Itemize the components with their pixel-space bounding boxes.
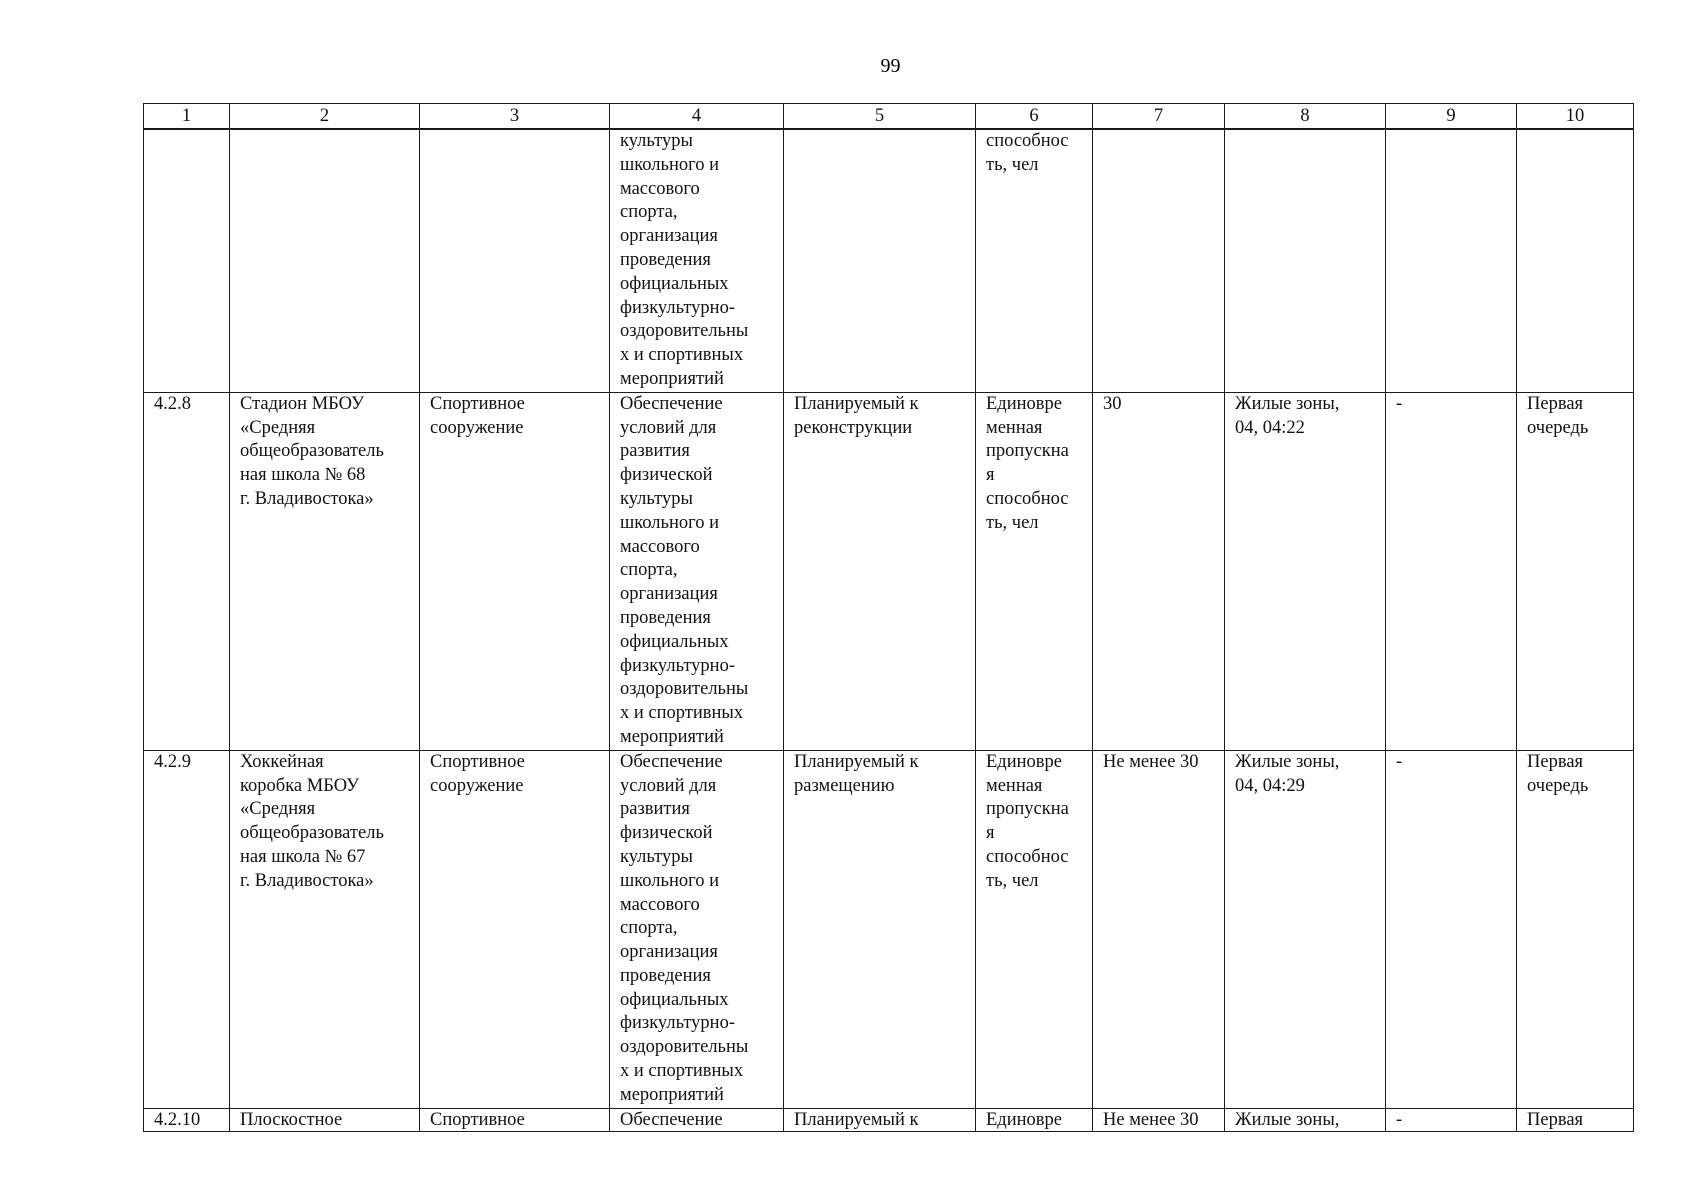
cell-zone: -	[1386, 750, 1517, 1108]
table-header-row	[144, 104, 1634, 130]
cell-purpose: культуры школьного и массового спорта, организация проведения официальных физкультурно- оздоровительны х и спортивных мероприятий	[610, 129, 784, 392]
column-header-8: 8	[1225, 104, 1386, 130]
cell-number: 4.2.8	[144, 392, 230, 750]
cell-zone	[1386, 129, 1517, 392]
cell-characteristic: Единовре менная пропускна я способнос ть, чел	[976, 750, 1093, 1108]
column-header-5: 5	[784, 104, 976, 130]
cell-type: Спортивное	[420, 1108, 610, 1131]
cell-purpose: Обеспечение условий для развития физической культуры школьного и массового спорта, организация проведения официальных физкультурно- оздоровительны х и спортивных мероприятий	[610, 392, 784, 750]
cell-number	[144, 129, 230, 392]
cell-location: Жилые зоны,	[1225, 1108, 1386, 1131]
cell-name	[230, 129, 420, 392]
column-header-9: 9	[1386, 104, 1517, 130]
column-header-7: 7	[1093, 104, 1225, 130]
cell-status: Планируемый к реконструкции	[784, 392, 976, 750]
cell-type: Спортивное сооружение	[420, 750, 610, 1108]
cell-status	[784, 129, 976, 392]
cell-value: Не менее 30	[1093, 1108, 1225, 1131]
cell-value: 30	[1093, 392, 1225, 750]
cell-number: 4.2.9	[144, 750, 230, 1108]
column-header-3: 3	[420, 104, 610, 130]
cell-stage: Первая	[1517, 1108, 1634, 1131]
cell-location: Жилые зоны, 04, 04:29	[1225, 750, 1386, 1108]
cell-status: Планируемый к	[784, 1108, 976, 1131]
cell-stage: Первая очередь	[1517, 392, 1634, 750]
cell-location	[1225, 129, 1386, 392]
cell-characteristic: способнос ть, чел	[976, 129, 1093, 392]
cell-zone: -	[1386, 392, 1517, 750]
cell-stage: Первая очередь	[1517, 750, 1634, 1108]
column-header-2: 2	[230, 104, 420, 130]
cell-type: Спортивное сооружение	[420, 392, 610, 750]
cell-name: Плоскостное	[230, 1108, 420, 1131]
table-row-4-2-10	[144, 1108, 1634, 1131]
column-header-1: 1	[144, 104, 230, 130]
cell-purpose: Обеспечение условий для развития физической культуры школьного и массового спорта, организация проведения официальных физкультурно- оздоровительны х и спортивных мероприятий	[610, 750, 784, 1108]
cell-value: Не менее 30	[1093, 750, 1225, 1108]
cell-name: Стадион МБОУ «Средняя общеобразователь ная школа № 68 г. Владивостока»	[230, 392, 420, 750]
cell-purpose: Обеспечение	[610, 1108, 784, 1131]
cell-characteristic: Единовре	[976, 1108, 1093, 1131]
cell-value	[1093, 129, 1225, 392]
column-header-10: 10	[1517, 104, 1634, 130]
cell-name: Хоккейная коробка МБОУ «Средняя общеобразователь ная школа № 67 г. Владивостока»	[230, 750, 420, 1108]
cell-location: Жилые зоны, 04, 04:22	[1225, 392, 1386, 750]
cell-type	[420, 129, 610, 392]
cell-number: 4.2.10	[144, 1108, 230, 1131]
cell-status: Планируемый к размещению	[784, 750, 976, 1108]
table-row-4-2-8	[144, 392, 1634, 750]
objects-table	[143, 103, 1634, 1132]
cell-characteristic: Единовре менная пропускна я способнос ть, чел	[976, 392, 1093, 750]
cell-zone: -	[1386, 1108, 1517, 1131]
table-row-continuation	[144, 129, 1634, 392]
column-header-4: 4	[610, 104, 784, 130]
cell-stage	[1517, 129, 1634, 392]
page-number: 99	[880, 55, 901, 77]
column-header-6: 6	[976, 104, 1093, 130]
table-row-4-2-9	[144, 750, 1634, 1108]
